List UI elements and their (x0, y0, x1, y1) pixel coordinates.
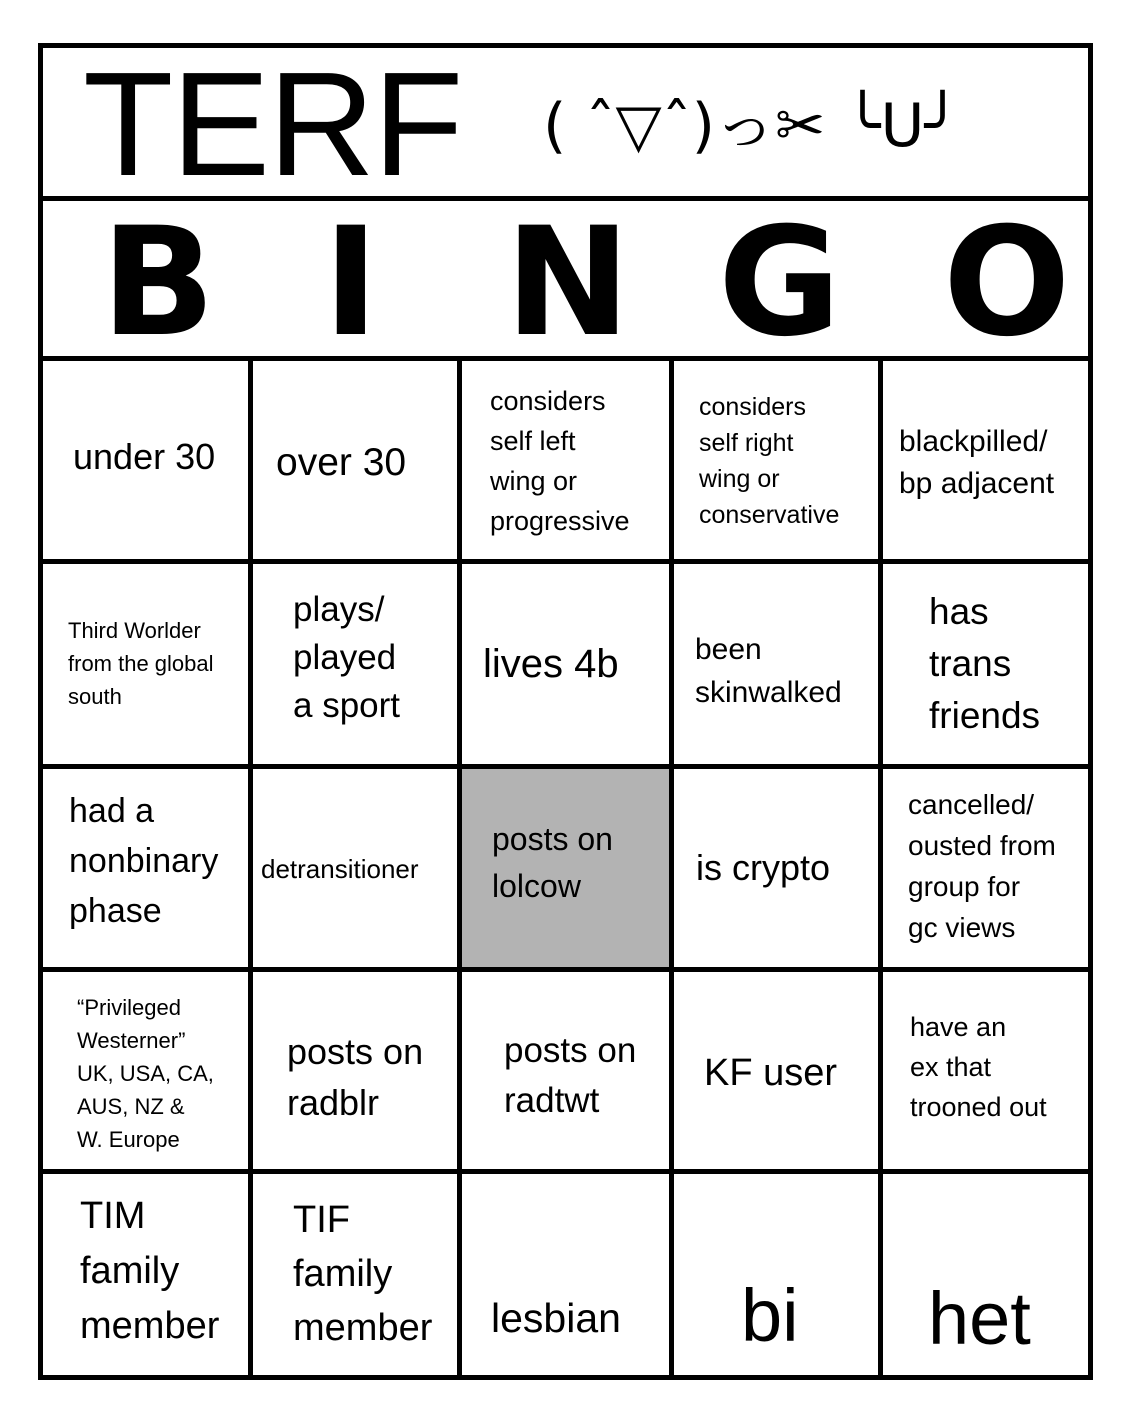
cell-4b: lives 4b (483, 642, 619, 686)
cell-ex-trooned: have an ex that trooned out (910, 1012, 1047, 1122)
cell-blackpilled: blackpilled/ bp adjacent (899, 425, 1055, 500)
grid-line-v2 (457, 361, 462, 1375)
cell-over-30: over 30 (276, 441, 407, 484)
title-row (43, 42, 1088, 207)
cell-sport: plays/ played a sport (293, 590, 400, 725)
grid-line-h2 (43, 764, 1088, 769)
cell-detransitioner: detransitioner (261, 854, 419, 884)
cell-left-wing: considers self left wing or progressive (490, 386, 630, 536)
cell-skinwalked: been skinwalked (695, 633, 842, 709)
grid-line-h3 (43, 967, 1088, 972)
cell-lesbian: lesbian (491, 1295, 621, 1341)
grid-line-v3 (669, 361, 674, 1375)
bingo-header-row (43, 196, 1088, 370)
cell-privileged-westerner: “Privileged Westerner” UK, USA, CA, AUS, NZ & W. Europe (77, 995, 214, 1152)
bingo-letter-o: O (943, 196, 1071, 370)
cell-radblr: posts on radblr (287, 1031, 424, 1123)
cell-trans-friends: has trans friends (929, 591, 1041, 736)
grid-line-v4 (878, 361, 883, 1375)
bingo-letter-b: B (101, 196, 216, 370)
bingo-letter-i: I (323, 196, 379, 370)
cell-crypto: is crypto (696, 847, 831, 888)
cell-kf-user: KF user (704, 1052, 838, 1094)
cell-bi: bi (741, 1274, 799, 1357)
bingo-letter-n: N (505, 196, 631, 370)
grid-line-h1 (43, 559, 1088, 564)
grid-line-h4 (43, 1169, 1088, 1174)
cell-cancelled: cancelled/ ousted from group for gc views (908, 789, 1056, 943)
cell-radtwt: posts on radtwt (504, 1031, 637, 1120)
grid-line-v1 (248, 361, 253, 1375)
kaomoji-text: ( ˆ▽ˆ)っ✂ ╰U╯ (543, 91, 961, 161)
bingo-letter-g: G (718, 196, 842, 370)
cell-tim-family: TIM family member (80, 1195, 220, 1347)
cell-nonbinary-phase: had a nonbinary phase (69, 792, 219, 930)
cell-lolcow-free: posts on lolcow (492, 821, 613, 904)
cell-het: het (928, 1277, 1031, 1360)
bingo-grid (43, 361, 1088, 1375)
cell-under-30: under 30 (73, 436, 216, 477)
cell-third-worlder: Third Worlder from the global south (68, 618, 214, 709)
bingo-card (38, 43, 1093, 1380)
title-text: TERF (83, 42, 462, 207)
cell-right-wing: considers self right wing or conservative (699, 393, 840, 529)
cell-tif-family: TIF family member (293, 1199, 433, 1349)
